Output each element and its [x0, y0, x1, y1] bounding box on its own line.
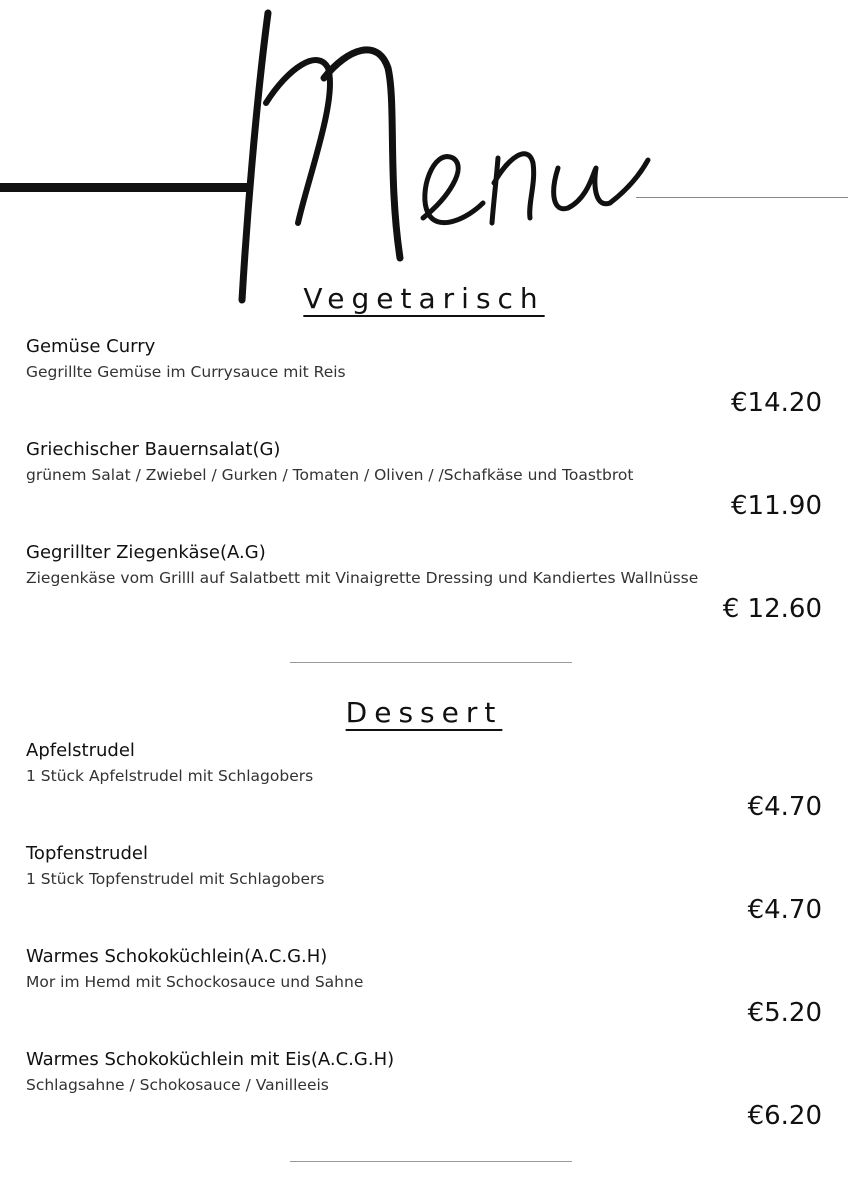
item-description: grünem Salat / Zwiebel / Gurken / Tomaten / Oliven / /Schafkäse und Toastbrot [26, 466, 634, 484]
section-heading-label: Dessert [345, 696, 503, 729]
menu-item [26, 740, 826, 785]
menu-item [26, 439, 826, 484]
item-name: Topfenstrudel [26, 843, 148, 864]
item-price: €14.20 [731, 388, 822, 418]
header-line-right [636, 197, 848, 198]
menu-script-logo [228, 8, 658, 308]
item-description: 1 Stück Apfelstrudel mit Schlagobers [26, 767, 314, 785]
item-price: € 12.60 [722, 594, 822, 624]
item-description: 1 Stück Topfenstrudel mit Schlagobers [26, 870, 325, 888]
item-price: €6.20 [747, 1101, 822, 1131]
item-name: Warmes Schokoküchlein(A.C.G.H) [26, 946, 328, 967]
menu-item [26, 843, 826, 888]
menu-item [26, 946, 826, 991]
section-heading-vegetarisch [0, 282, 848, 315]
menu-item [26, 542, 826, 587]
section-heading-dessert [0, 696, 848, 729]
item-name: Apfelstrudel [26, 740, 135, 761]
section-divider [290, 662, 572, 663]
item-name: Gegrillter Ziegenkäse(A.G) [26, 542, 266, 563]
item-description: Ziegenkäse vom Grilll auf Salatbett mit Vinaigrette Dressing und Kandiertes Wallnüsse [26, 569, 699, 587]
section-heading-label: Vegetarisch [303, 282, 545, 315]
item-name: Warmes Schokoküchlein mit Eis(A.C.G.H) [26, 1049, 395, 1070]
menu-item [26, 336, 826, 381]
menu-item [26, 1049, 826, 1094]
item-description: Schlagsahne / Schokosauce / Vanilleeis [26, 1076, 329, 1094]
item-description: Mor im Hemd mit Schockosauce und Sahne [26, 973, 364, 991]
header-line-left [0, 183, 252, 192]
section-divider [290, 1161, 572, 1162]
item-price: €4.70 [747, 792, 822, 822]
item-name: Gemüse Curry [26, 336, 156, 357]
item-name: Griechischer Bauernsalat(G) [26, 439, 281, 460]
item-price: €11.90 [731, 491, 822, 521]
item-description: Gegrillte Gemüse im Currysauce mit Reis [26, 363, 346, 381]
item-price: €5.20 [747, 998, 822, 1028]
item-price: €4.70 [747, 895, 822, 925]
